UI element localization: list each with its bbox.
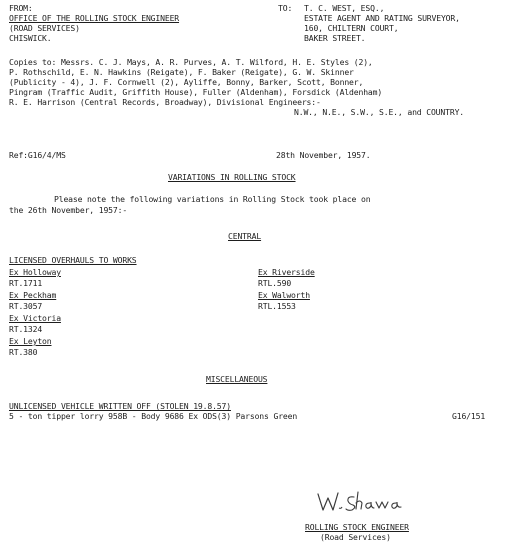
copies-line-4: Pingram (Traffic Audit, Griffith House), Fuller (Aldenham), Forsdick (Aldenham) (9, 87, 383, 97)
entry-label: Ex Walworth (258, 290, 310, 300)
signoff-title: ROLLING STOCK ENGINEER (305, 522, 409, 532)
unlicensed-heading: UNLICENSED VEHICLE WRITTEN OFF (STOLEN 19.8.57) (9, 401, 231, 411)
entry-label: Ex Holloway (9, 267, 61, 277)
to-line-name: T. C. WEST, ESQ., (304, 3, 385, 13)
signature-image (314, 488, 410, 516)
unlicensed-item: 5 - ton tipper lorry 958B - Body 9686 Ex ODS(3) Parsons Green (9, 411, 298, 421)
to-line-title: ESTATE AGENT AND RATING SURVEYOR, (304, 13, 460, 23)
unlicensed-ref: G16/151 (452, 411, 486, 421)
page-title: VARIATIONS IN ROLLING STOCK (168, 172, 296, 182)
to-label: TO: (278, 3, 293, 13)
central-heading: CENTRAL (228, 231, 262, 241)
entry-value: RT.1324 (9, 324, 43, 334)
from-label: FROM: (9, 3, 33, 13)
entry-label: Ex Riverside (258, 267, 315, 277)
to-line-street: BAKER STREET. (304, 33, 366, 43)
intro-line-2: the 26th November, 1957:- (9, 205, 128, 215)
from-line-dept: (ROAD SERVICES) (9, 23, 80, 33)
from-line-place: CHISWICK. (9, 33, 52, 43)
to-line-address: 160, CHILTERN COURT, (304, 23, 399, 33)
entry-value: RT.380 (9, 347, 38, 357)
copies-line-5: R. E. Harrison (Central Records, Broadway), Divisional Engineers:- (9, 97, 321, 107)
entry-label: Ex Peckham (9, 290, 57, 300)
entry-label: Ex Leyton (9, 336, 52, 346)
copies-line-3: (Publicity - 4), J. F. Cornwell (2), Ayliffe, Bonny, Barker, Scott, Bonner, (9, 77, 364, 87)
memo-date: 28th November, 1957. (276, 150, 371, 160)
licensed-heading: LICENSED OVERHAULS TO WORKS (9, 255, 137, 265)
entry-label: Ex Victoria (9, 313, 61, 323)
intro-line-1: Please note the following variations in Rolling Stock took place on (54, 194, 371, 204)
entry-value: RTL.590 (258, 278, 292, 288)
from-line-office: OFFICE OF THE ROLLING STOCK ENGINEER (9, 13, 180, 23)
entry-value: RTL.1553 (258, 301, 296, 311)
copies-line-1: Copies to: Messrs. C. J. Mays, A. R. Purves, A. T. Wilford, H. E. Styles (2), (9, 57, 373, 67)
entry-value: RT.1711 (9, 278, 43, 288)
reference: Ref:G16/4/MS (9, 150, 66, 160)
entry-value: RT.3057 (9, 301, 43, 311)
copies-line-2: P. Rothschild, E. N. Hawkins (Reigate), F. Baker (Reigate), G. W. Skinner (9, 67, 354, 77)
misc-heading: MISCELLANEOUS (206, 374, 268, 384)
copies-line-6: N.W., N.E., S.W., S.E., and COUNTRY. (294, 107, 465, 117)
signoff-dept: (Road Services) (320, 532, 391, 542)
